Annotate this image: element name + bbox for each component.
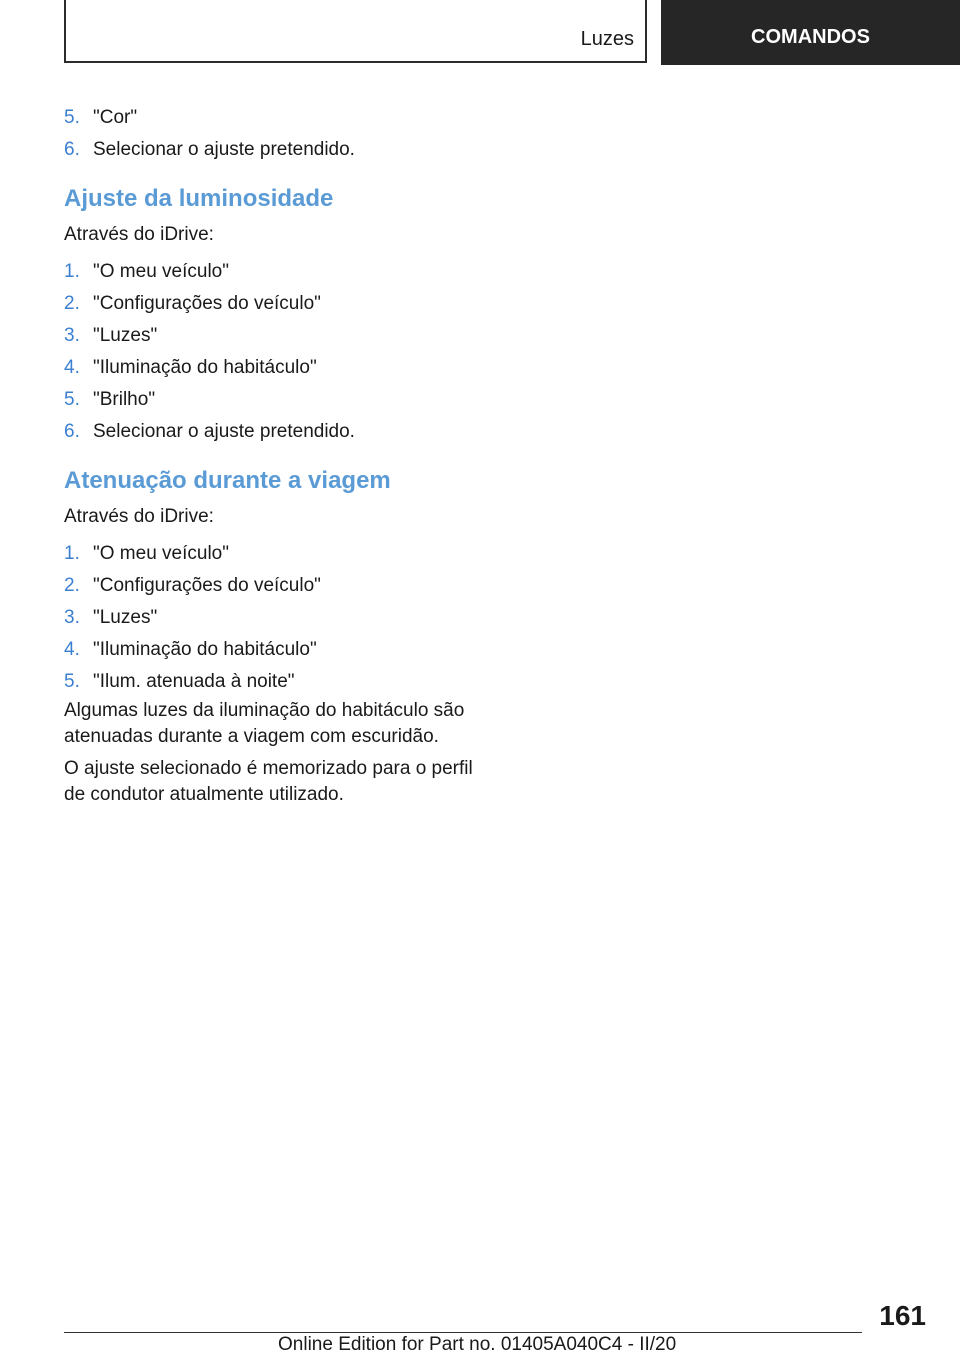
step-number: 1. — [64, 543, 80, 564]
step-number: 1. — [64, 261, 80, 282]
step-text: "Brilho" — [93, 389, 156, 410]
step-text: "Iluminação do habitáculo" — [93, 639, 317, 660]
step-text: "Cor" — [93, 107, 138, 128]
step-text: "O meu veículo" — [93, 261, 229, 282]
body-paragraph: Algumas luzes da iluminação do habitáculo são atenuadas durante a viagem com escuridão. — [64, 700, 465, 747]
page-number: 161 — [879, 1300, 926, 1331]
step-item — [64, 538, 484, 570]
step-number: 4. — [64, 357, 80, 378]
section-heading-dimming: Atenuação durante a viagem — [64, 467, 391, 494]
step-number: 2. — [64, 575, 80, 596]
step-number: 6. — [64, 421, 80, 442]
step-text: "Luzes" — [93, 325, 158, 346]
step-item — [64, 602, 484, 634]
step-number: 3. — [64, 607, 80, 628]
section-intro: Através do iDrive: — [64, 224, 214, 245]
step-number: 5. — [64, 107, 80, 128]
section-heading-brightness: Ajuste da luminosidade — [64, 185, 334, 212]
step-text: "Configurações do veículo" — [93, 293, 321, 314]
continued-steps — [64, 102, 484, 166]
step-item — [64, 320, 484, 352]
dimming-steps — [64, 538, 484, 698]
step-text: "O meu veículo" — [93, 543, 229, 564]
step-item — [64, 134, 484, 166]
step-item — [64, 634, 484, 666]
step-number: 3. — [64, 325, 80, 346]
body-paragraph: O ajuste selecionado é memorizado para o perfil de condutor atualmente utilizado. — [64, 758, 473, 805]
step-number: 5. — [64, 671, 80, 692]
step-item — [64, 288, 484, 320]
header-chapter-tab — [661, 0, 960, 65]
header-frame — [64, 0, 647, 63]
page-content — [64, 102, 484, 814]
step-text: "Configurações do veículo" — [93, 575, 321, 596]
step-text: Selecionar o ajuste pretendido. — [93, 421, 355, 442]
brightness-steps — [64, 256, 484, 448]
footer-edition-text: Online Edition for Part no. 01405A040C4 - II/20 — [278, 1334, 677, 1355]
step-number: 5. — [64, 389, 80, 410]
step-item — [64, 570, 484, 602]
step-text: "Ilum. atenuada à noite" — [93, 671, 295, 692]
header-section-title: Luzes — [580, 28, 634, 50]
step-text: Selecionar o ajuste pretendido. — [93, 139, 355, 160]
step-number: 2. — [64, 293, 80, 314]
step-number: 6. — [64, 139, 80, 160]
step-text: "Luzes" — [93, 607, 158, 628]
step-text: "Iluminação do habitáculo" — [93, 357, 317, 378]
step-item — [64, 352, 484, 384]
step-item — [64, 416, 484, 448]
step-item — [64, 102, 484, 134]
chapter-label: COMANDOS — [751, 26, 870, 48]
step-number: 4. — [64, 639, 80, 660]
footer-divider — [64, 1332, 862, 1333]
step-item — [64, 384, 484, 416]
step-item — [64, 666, 484, 698]
step-item — [64, 256, 484, 288]
section-intro: Através do iDrive: — [64, 506, 214, 527]
